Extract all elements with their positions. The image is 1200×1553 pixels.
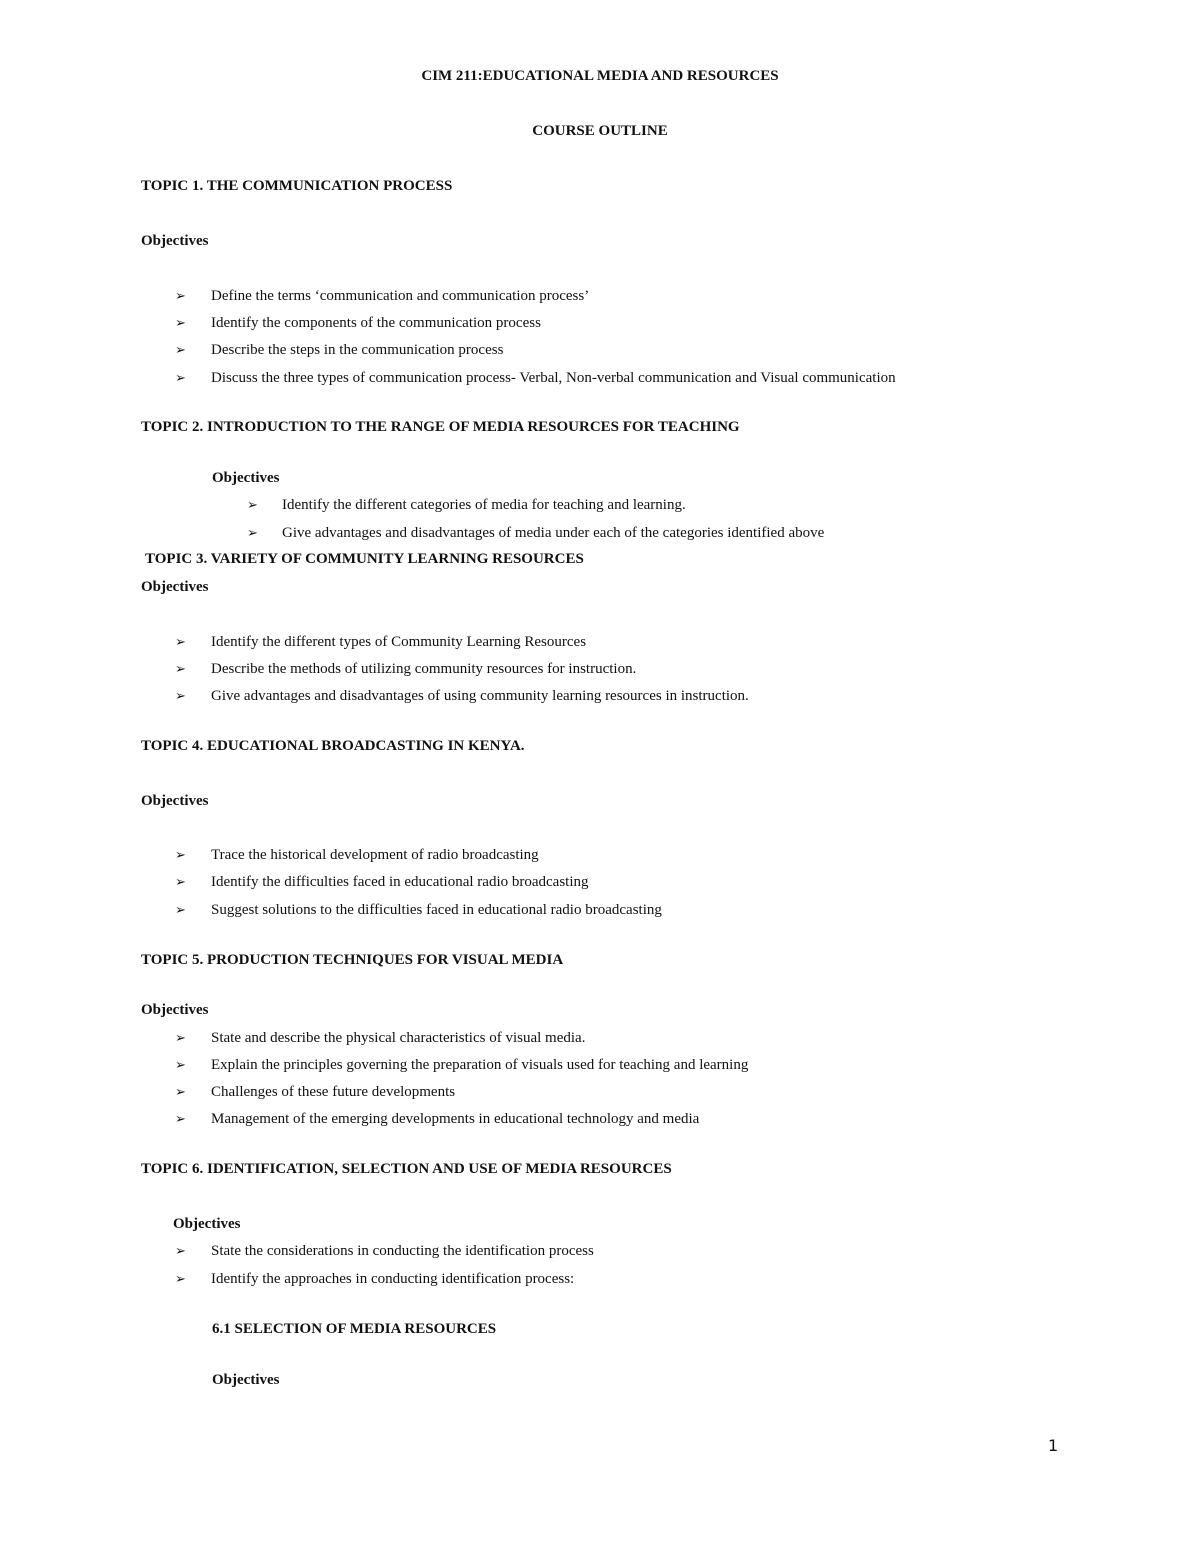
- topic-6-objectives-label: Objectives: [173, 1216, 241, 1232]
- topic-3-objectives-label: Objectives: [141, 579, 209, 595]
- list-item: Give advantages and disadvantages of media under each of the categories identified above: [282, 525, 825, 541]
- list-item: Describe the steps in the communication process: [211, 342, 504, 358]
- subsection-6-1-objectives-label: Objectives: [212, 1372, 280, 1388]
- bullet-icon: ➢: [175, 288, 186, 303]
- subsection-6-1-heading: 6.1 SELECTION OF MEDIA RESOURCES: [212, 1321, 497, 1337]
- list-item: Suggest solutions to the difficulties faced in educational radio broadcasting: [211, 902, 662, 918]
- bullet-icon: ➢: [175, 634, 186, 649]
- bullet-icon: ➢: [175, 688, 186, 703]
- bullet-icon: ➢: [175, 874, 186, 889]
- list-item: Identify the components of the communication process: [211, 315, 541, 331]
- list-item: Identify the different types of Community Learning Resources: [211, 634, 587, 650]
- topic-2-heading: TOPIC 2. INTRODUCTION TO THE RANGE OF MEDIA RESOURCES FOR TEACHING: [141, 419, 740, 435]
- bullet-icon: ➢: [175, 847, 186, 862]
- page-number: 1: [1048, 1436, 1059, 1455]
- topic-2-objectives-label: Objectives: [212, 470, 280, 486]
- topic-1-heading: TOPIC 1. THE COMMUNICATION PROCESS: [141, 178, 453, 194]
- list-item: Describe the methods of utilizing community resources for instruction.: [211, 661, 637, 677]
- bullet-icon: ➢: [175, 370, 186, 385]
- document-title: CIM 211:EDUCATIONAL MEDIA AND RESOURCES: [421, 68, 779, 84]
- topic-1-objectives-label: Objectives: [141, 233, 209, 249]
- list-item: Define the terms ‘communication and communication process’: [211, 288, 590, 304]
- bullet-icon: ➢: [175, 315, 186, 330]
- topic-3-heading: TOPIC 3. VARIETY OF COMMUNITY LEARNING RESOURCES: [145, 551, 584, 567]
- bullet-icon: ➢: [247, 497, 258, 512]
- bullet-icon: ➢: [175, 1243, 186, 1258]
- topic-5-objectives-label: Objectives: [141, 1002, 209, 1018]
- bullet-icon: ➢: [175, 1271, 186, 1286]
- list-item: Give advantages and disadvantages of using community learning resources in instruction.: [211, 688, 749, 704]
- list-item: State and describe the physical characteristics of visual media.: [211, 1030, 586, 1046]
- bullet-icon: ➢: [175, 1084, 186, 1099]
- list-item: Trace the historical development of radio broadcasting: [211, 847, 539, 863]
- bullet-icon: ➢: [175, 1057, 186, 1072]
- bullet-icon: ➢: [175, 1111, 186, 1126]
- list-item: Identify the approaches in conducting identification process:: [211, 1271, 575, 1287]
- document-subtitle: COURSE OUTLINE: [532, 123, 668, 139]
- list-item: Explain the principles governing the preparation of visuals used for teaching and learning: [211, 1057, 749, 1073]
- bullet-icon: ➢: [175, 342, 186, 357]
- bullet-icon: ➢: [247, 525, 258, 540]
- topic-4-objectives-label: Objectives: [141, 793, 209, 809]
- list-item: Discuss the three types of communication process- Verbal, Non-verbal communication and Visual communication: [211, 370, 896, 386]
- topic-6-heading: TOPIC 6. IDENTIFICATION, SELECTION AND USE OF MEDIA RESOURCES: [141, 1161, 672, 1177]
- list-item: Identify the different categories of media for teaching and learning.: [282, 497, 686, 513]
- topic-4-heading: TOPIC 4. EDUCATIONAL BROADCASTING IN KENYA.: [141, 738, 525, 754]
- bullet-icon: ➢: [175, 661, 186, 676]
- list-item: Management of the emerging developments in educational technology and media: [211, 1111, 700, 1127]
- list-item: Challenges of these future developments: [211, 1084, 456, 1100]
- bullet-icon: ➢: [175, 1030, 186, 1045]
- list-item: State the considerations in conducting the identification process: [211, 1243, 594, 1259]
- bullet-icon: ➢: [175, 902, 186, 917]
- topic-5-heading: TOPIC 5. PRODUCTION TECHNIQUES FOR VISUAL MEDIA: [141, 952, 564, 968]
- list-item: Identify the difficulties faced in educational radio broadcasting: [211, 874, 589, 890]
